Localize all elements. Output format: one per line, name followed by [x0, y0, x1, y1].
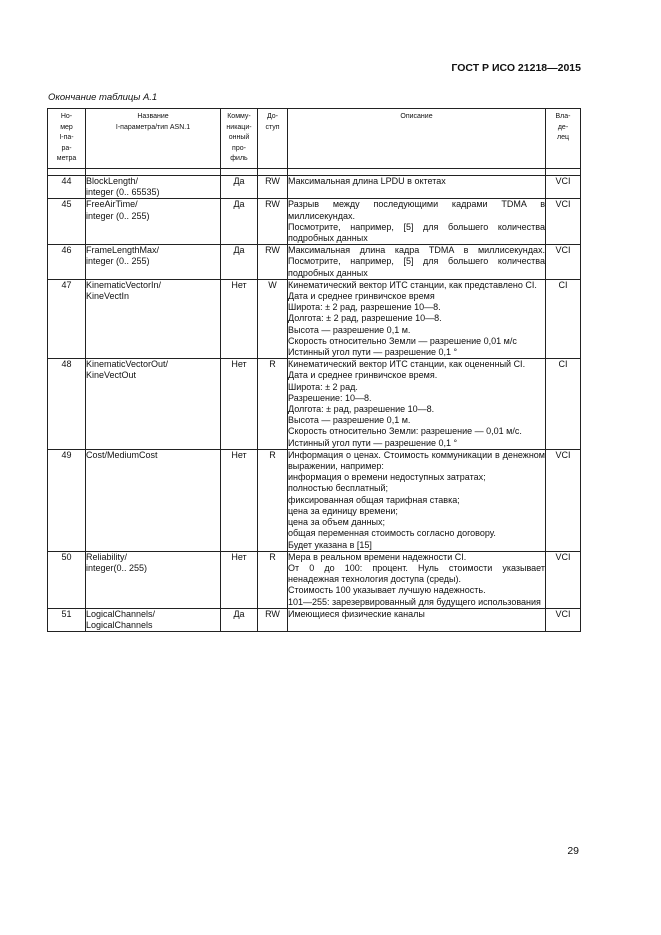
owner-cell: VCI [546, 245, 581, 280]
description-line: цена за объем данных; [288, 517, 386, 528]
owner-cell: VCI [546, 199, 581, 245]
description-line: Разрыв между последующими кадрами TDMA в миллисекундах. [288, 199, 545, 221]
parameter-number-cell: 49 [48, 449, 86, 551]
parameter-name-cell: KinematicVectorIn/ KineVectIn [86, 279, 221, 358]
table-row [48, 608, 581, 631]
table-header-row [48, 109, 581, 169]
owner-cell: CI [546, 359, 581, 450]
column-header-name: Название I-параметра/тип ASN.1 [86, 109, 221, 169]
column-header-access: До- ступ [258, 109, 288, 169]
description-line: общая переменная стоимость согласно договору. [288, 528, 496, 539]
description-line: 101—255: зарезервированный для будущего использования [288, 596, 541, 607]
description-line: Дата и среднее гринвичское время [288, 291, 435, 302]
description-cell [288, 359, 546, 450]
description-line: Долгота: ± 2 рад, разрешение 10—8. [288, 313, 442, 324]
parameter-name-cell: Cost/MediumCost [86, 449, 221, 551]
description-line: Стоимость 100 указывает лучшую надежность. [288, 585, 486, 596]
description-line: Имеющиеся физические каналы [288, 608, 425, 619]
description-line: Информация о ценах. Стоимость коммуникации в денежном выражении, например: [288, 449, 545, 472]
comm-profile-cell: Нет [221, 359, 258, 450]
access-cell: R [258, 551, 288, 608]
parameters-table [47, 108, 581, 632]
table-body [48, 169, 581, 632]
description-line: Разрешение: 10—8. [288, 392, 372, 403]
description-cell [288, 279, 546, 358]
column-header-description: Описание [288, 109, 546, 169]
owner-cell: VCI [546, 608, 581, 631]
description-line: Истинный угол пути — разрешение 0,1 ° [288, 347, 458, 358]
description-line: Максимальная длина LPDU в октетах [288, 176, 446, 186]
access-cell: RW [258, 608, 288, 631]
description-line: фиксированная общая тарифная ставка; [288, 494, 460, 505]
access-cell: RW [258, 245, 288, 280]
description-cell [288, 449, 546, 551]
access-cell: R [258, 449, 288, 551]
description-line: информация о времени недоступных затратах; [288, 472, 486, 483]
comm-profile-cell: Нет [221, 551, 258, 608]
parameter-number-cell: 51 [48, 608, 86, 631]
table-row [48, 176, 581, 199]
parameter-number-cell: 45 [48, 199, 86, 245]
description-line: Широта: ± 2 рад. [288, 381, 358, 392]
header-spacer-row [48, 169, 581, 176]
column-header-owner: Вла- де- лец [546, 109, 581, 169]
description-line: Широта: ± 2 рад, разрешение 10—8. [288, 302, 441, 313]
table-row [48, 359, 581, 450]
table-row [48, 449, 581, 551]
comm-profile-cell: Да [221, 176, 258, 199]
description-line: Дата и среднее гринвичское время. [288, 370, 438, 381]
description-line: Посмотрите, например, [5] для большего количества подробных данных [288, 221, 545, 244]
page-number: 29 [567, 845, 579, 857]
comm-profile-cell: Нет [221, 279, 258, 358]
parameter-name-cell: KinematicVectorOut/ KineVectOut [86, 359, 221, 450]
description-cell [288, 551, 546, 608]
table-row [48, 199, 581, 245]
description-cell [288, 608, 546, 631]
access-cell: R [258, 359, 288, 450]
owner-cell: CI [546, 279, 581, 358]
description-cell [288, 199, 546, 245]
parameter-number-cell: 47 [48, 279, 86, 358]
description-cell [288, 245, 546, 280]
comm-profile-cell: Да [221, 245, 258, 280]
comm-profile-cell: Нет [221, 449, 258, 551]
access-cell: W [258, 279, 288, 358]
standard-header: ГОСТ Р ИСО 21218—2015 [451, 62, 581, 74]
column-header-comm-profile: Комму- никаци- онный про- филь [221, 109, 258, 169]
description-line: Высота — разрешение 0,1 м. [288, 415, 411, 426]
table-row [48, 551, 581, 608]
access-cell: RW [258, 199, 288, 245]
parameter-name-cell: BlockLength/ integer (0.. 65535) [86, 176, 221, 199]
description-line: Кинематический вектор ИТС станции, как оцененный CI. [288, 359, 526, 370]
access-cell: RW [258, 176, 288, 199]
description-line: Скорость относительно Земли — разрешение 0,01 м/с [288, 335, 517, 346]
parameter-name-cell: LogicalChannels/ LogicalChannels [86, 608, 221, 631]
table-caption: Окончание таблицы А.1 [48, 92, 158, 103]
description-line: цена за единицу времени; [288, 505, 398, 516]
parameter-name-cell: FreeAirTime/ integer (0.. 255) [86, 199, 221, 245]
description-cell [288, 176, 546, 199]
description-line: Максимальная длина кадра TDMA в миллисекундах. Посмотрите, например, [5] для большего количества подробных данных [288, 245, 545, 278]
description-line: Долгота: ± рад, разрешение 10—8. [288, 404, 435, 415]
owner-cell: VCI [546, 176, 581, 199]
description-line: От 0 до 100: процент. Нуль стоимости указывает ненадежная технология доступа (среды). [288, 562, 545, 585]
owner-cell: VCI [546, 449, 581, 551]
owner-cell: VCI [546, 551, 581, 608]
description-line: Истинный угол пути — разрешение 0,1 ° [288, 437, 458, 448]
parameter-name-cell: FrameLengthMax/ integer (0.. 255) [86, 245, 221, 280]
parameter-number-cell: 46 [48, 245, 86, 280]
description-line: Высота — разрешение 0,1 м. [288, 324, 411, 335]
description-line: Скорость относительно Земли: разрешение — 0,01 м/с. [288, 426, 522, 437]
parameter-name-cell: Reliability/ integer(0.. 255) [86, 551, 221, 608]
description-line: полностью бесплатный; [288, 483, 389, 494]
parameter-number-cell: 50 [48, 551, 86, 608]
table-row [48, 279, 581, 358]
comm-profile-cell: Да [221, 608, 258, 631]
comm-profile-cell: Да [221, 199, 258, 245]
description-line: Кинематический вектор ИТС станции, как представлено CI. [288, 279, 537, 290]
description-line: Будет указана в [15] [288, 539, 372, 550]
parameter-number-cell: 48 [48, 359, 86, 450]
description-line: Мера в реальном времени надежности CI. [288, 551, 467, 562]
table-row [48, 245, 581, 280]
column-header-number: Но- мер I-па- ра- метра [48, 109, 86, 169]
parameter-number-cell: 44 [48, 176, 86, 199]
